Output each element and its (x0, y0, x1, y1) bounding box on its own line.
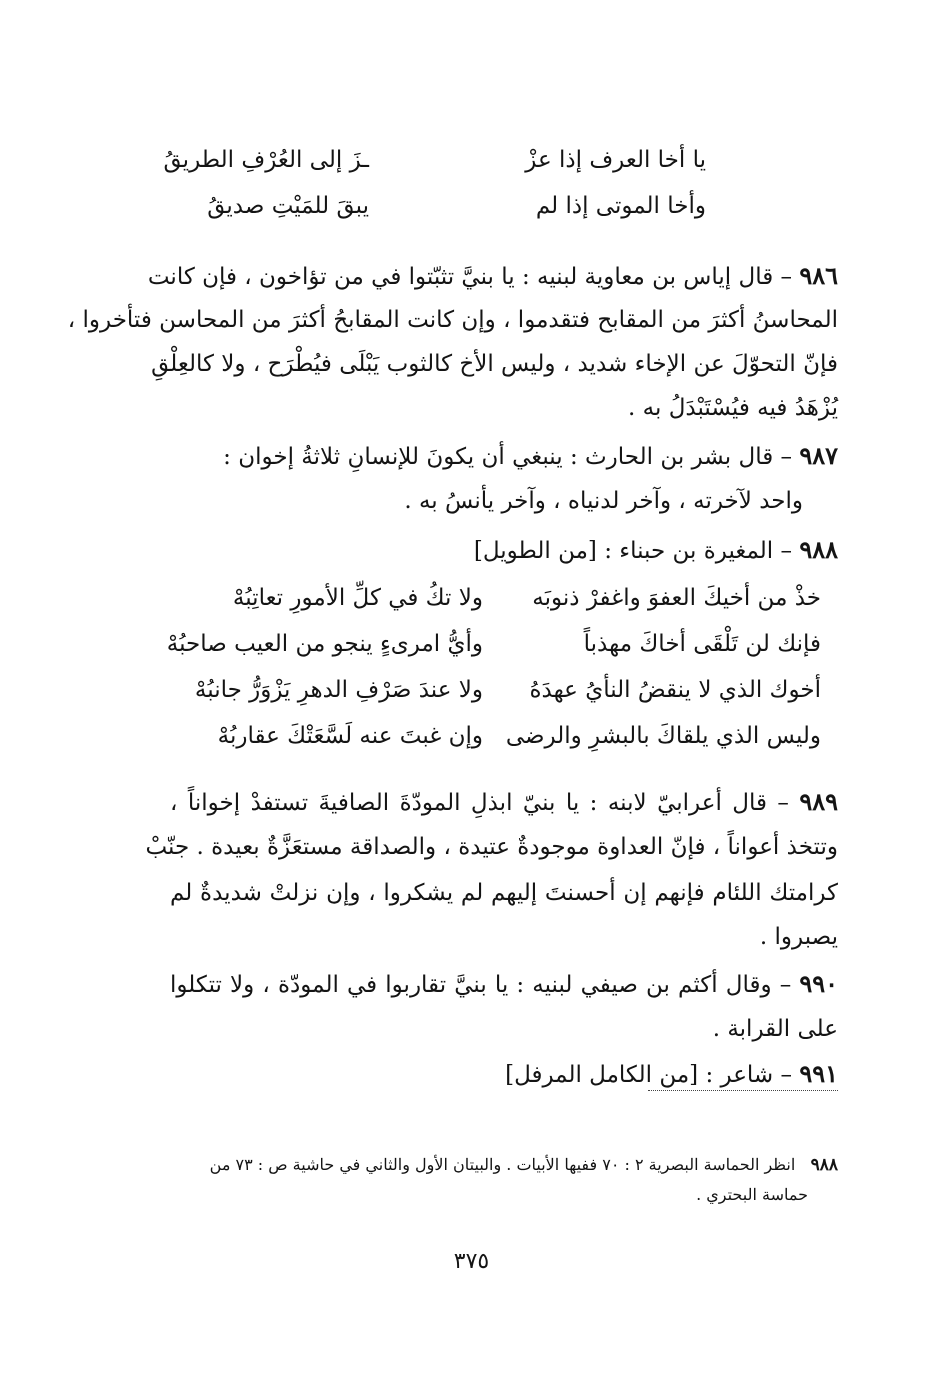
entry-number: ٩٨٩ (799, 787, 839, 816)
entry-text: – المغيرة بن حبناء : [من الطويل] (473, 538, 793, 564)
verse-hemistich-left: ولا تكُ في كلِّ الأمورِ تعاتِبُهْ (232, 585, 483, 611)
footnote-text: انظر الحماسة البصرية ٢ : ٧٠ ففيها الأبيات . والبيتان الأول والثاني في حاشية ص : ٧٣ من (209, 1155, 796, 1174)
verse-hemistich-right: وليس الذي يلقاكَ بالبشرِ والرضى (505, 723, 821, 749)
entry-text-line: فإنّ التحوّلَ عن الإخاء شديد ، وليس الأخ كالثوب يَبْلَى فيُطْرَح ، ولا كالعِلْقِ (151, 351, 838, 377)
verse-hemistich-left: ولا عندَ صَرْفِ الدهرِ يَزْوَرُّ جانبُهْ (194, 677, 483, 703)
page-number: ٣٧٥ (453, 1249, 490, 1274)
verse-hemistich-left: وأيُّ امرىءٍ ينجو من العيب صاحبُهْ (166, 631, 483, 657)
verse-hemistich-right: يا أخا العرف إذا عزْ (525, 147, 706, 173)
entry-first-line (147, 256, 838, 296)
entry-text: – قال أعرابيّ لابنه : يا بنيّ ابذلِ المودّةَ الصافيةَ تستفدْ إخواناً ، (170, 790, 789, 816)
verse-hemistich-right: أخوك الذي لا ينقضُ النأيُ عهدَهُ (529, 677, 821, 703)
verse-hemistich-right: فإنك لن تَلْقَى أخاكَ مهذباً (583, 631, 821, 657)
footnote-number: ٩٨٨ (810, 1155, 838, 1175)
entry-text-line: واحد لآخرته ، وآخر لدنياه ، وآخر يأنسُ به . (404, 488, 803, 514)
entry-first-line (170, 782, 838, 822)
entry-text: – قال بشر بن الحارث : ينبغي أن يكونَ للإنسانِ ثلاثةُ إخوان : (223, 444, 793, 470)
verse-hemistich-left: ـزَ إلى العُرْفِ الطريقُ (163, 147, 369, 173)
verse-hemistich-left: يبقَ للمَيْتِ صديقُ (207, 193, 369, 219)
entry-text: – وقال أكثم بن صيفي لبنيه : يا بنيَّ تقاربوا في المودّة ، ولا تتكلوا (170, 972, 792, 998)
entry-text-line: على القرابة . (712, 1016, 838, 1042)
entry-text-line: كرامتك اللئام فإنهم إن أحسنتَ إليهم لم يشكروا ، وإن نزلتْ شديدةٌ لم (170, 880, 838, 906)
entry-text-line: يُزْهَدُ فيه فيُسْتَبْدَلُ به . (628, 395, 838, 421)
entry-heading (474, 530, 838, 570)
entry-number: ٩٨٨ (799, 535, 838, 564)
entry-text: – شاعر : [من الكامل المرفل] (505, 1062, 793, 1088)
verse-hemistich-right: خذْ من أخيكَ العفوَ واغفرْ ذنوبَه (532, 585, 821, 611)
entry-text-line: وتتخذ أعواناً ، فإنّ العداوة موجودةٌ عتيدة ، والصداقة مستعَزَّةٌ بعيدة . جنّبْ (145, 834, 838, 860)
entry-first-line (223, 436, 838, 476)
entry-text-line: يصبروا . (759, 924, 838, 950)
entry-first-line (170, 964, 838, 1004)
entry-text-line: المحاسنُ أكثرَ من المقابح فتقدموا ، وإن كانت المقابحُ أكثرَ من المحاسن فتأخروا ، (67, 307, 838, 333)
verse-hemistich-left: وإن غبتَ عنه لَسَّعَتْكَ عقاربُهْ (217, 723, 483, 749)
entry-number: ٩٨٧ (799, 441, 838, 470)
footnote-line (210, 1150, 838, 1180)
entry-number: ٩٩٠ (799, 969, 839, 998)
footnote-line: حماسة البحتري . (696, 1185, 808, 1204)
verse-hemistich-right: وأخا الموتى إذا لم (535, 193, 706, 219)
entry-heading (505, 1054, 838, 1094)
entry-number: ٩٨٦ (799, 261, 838, 290)
entry-number: ٩٩١ (799, 1059, 838, 1088)
footnote-separator (648, 1090, 838, 1091)
entry-text: – قال إياس بن معاوية لبنيه : يا بنيَّ تثبّتوا في من تؤاخون ، فإن كانت (147, 264, 793, 290)
